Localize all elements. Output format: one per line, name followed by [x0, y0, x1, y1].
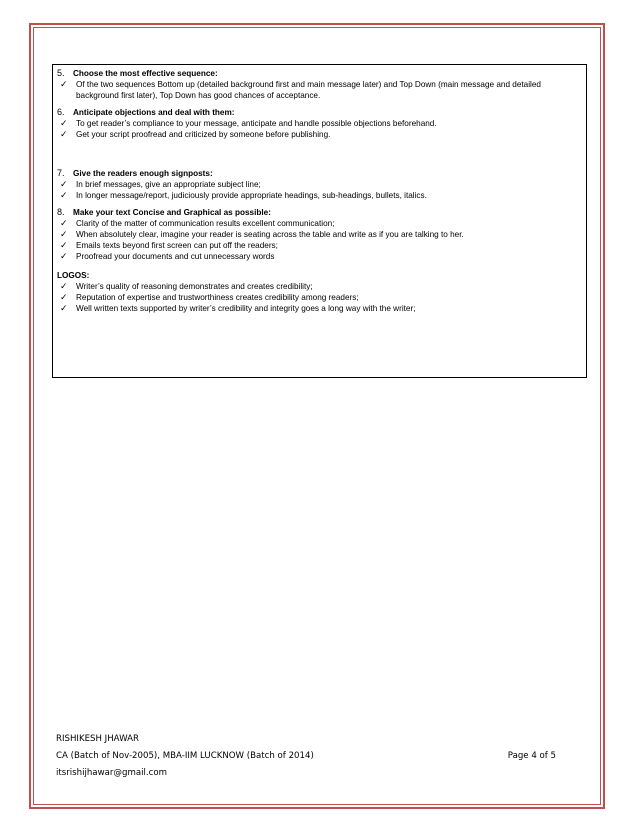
list-item — [57, 251, 580, 262]
bullet-text: Reputation of expertise and trustworthiness creates credibility among readers; — [76, 293, 359, 302]
list-item — [57, 292, 580, 303]
list-item — [57, 129, 580, 140]
author-name: RISHIKESH JHAWAR — [56, 734, 139, 744]
bullet-text: Well written texts supported by writer’s credibility and integrity goes a long way with the writer; — [76, 304, 416, 313]
bullet-text: Proofread your documents and cut unnecessary words — [76, 252, 275, 261]
checkmark-icon: ✓ — [60, 129, 68, 139]
checkmark-icon: ✓ — [60, 118, 68, 128]
checkmark-icon: ✓ — [60, 240, 68, 250]
logos-heading: LOGOS: — [57, 271, 90, 280]
bullet-text: Emails texts beyond first screen can put off the readers; — [76, 241, 278, 250]
section-title: Anticipate objections and deal with them: — [73, 108, 235, 117]
page-number: Page 4 of 5 — [507, 751, 556, 761]
list-item — [57, 229, 580, 240]
checkmark-icon: ✓ — [60, 281, 68, 291]
list-item — [57, 281, 580, 292]
content-box — [52, 64, 587, 378]
checkmark-icon: ✓ — [60, 218, 68, 228]
bullet-text: Get your script proofread and criticized by someone before publishing. — [76, 130, 331, 139]
list-item — [57, 303, 580, 314]
list-item — [57, 190, 580, 201]
section-number: 5. — [57, 68, 65, 78]
section-title: Make your text Concise and Graphical as possible: — [73, 208, 271, 217]
footer-row — [56, 748, 556, 765]
list-item — [57, 179, 580, 190]
checkmark-icon: ✓ — [60, 303, 68, 313]
bullet-text: Clarity of the matter of communication results excellent communication; — [76, 219, 335, 228]
page-footer — [56, 731, 556, 782]
section-title: Choose the most effective sequence: — [73, 69, 218, 78]
section-number: 8. — [57, 207, 65, 217]
checkmark-icon: ✓ — [60, 179, 68, 189]
section-heading — [57, 207, 580, 218]
checkmark-icon: ✓ — [60, 190, 68, 200]
checkmark-icon: ✓ — [60, 229, 68, 239]
section-heading — [57, 68, 580, 79]
author-credentials: CA (Batch of Nov-2005), MBA-IIM LUCKNOW (Batch of 2014) — [56, 751, 314, 761]
section-logos — [57, 270, 580, 314]
bullet-text: In longer message/report, judiciously provide appropriate headings, sub-headings, bullets, italics. — [76, 191, 427, 200]
bullet-text: Of the two sequences Bottom up (detailed background first and main message later) and Top Down (main message and detailed background first later), Top Down has good chances of acceptance. — [76, 80, 541, 100]
section-7 — [57, 168, 580, 201]
section-6 — [57, 107, 580, 140]
bullet-text: Writer’s quality of reasoning demonstrates and creates credibility; — [76, 282, 313, 291]
section-heading — [57, 168, 580, 179]
section-heading — [57, 107, 580, 118]
list-item — [57, 118, 580, 129]
list-item — [57, 218, 580, 229]
section-5 — [57, 68, 580, 101]
author-email: itsrishijhawar@gmail.com — [56, 768, 167, 778]
checkmark-icon: ✓ — [60, 292, 68, 302]
list-item — [57, 240, 580, 251]
bullet-text: When absolutely clear, imagine your reader is seating across the table and write as if you are talking to her. — [76, 230, 464, 239]
section-8 — [57, 207, 580, 262]
section-title: Give the readers enough signposts: — [73, 169, 213, 178]
list-item — [57, 79, 580, 101]
checkmark-icon: ✓ — [60, 79, 68, 89]
checkmark-icon: ✓ — [60, 251, 68, 261]
section-number: 6. — [57, 107, 65, 117]
bullet-text: To get reader’s compliance to your message, anticipate and handle possible objections beforehand. — [76, 119, 437, 128]
section-number: 7. — [57, 168, 65, 178]
bullet-text: In brief messages, give an appropriate subject line; — [76, 180, 261, 189]
